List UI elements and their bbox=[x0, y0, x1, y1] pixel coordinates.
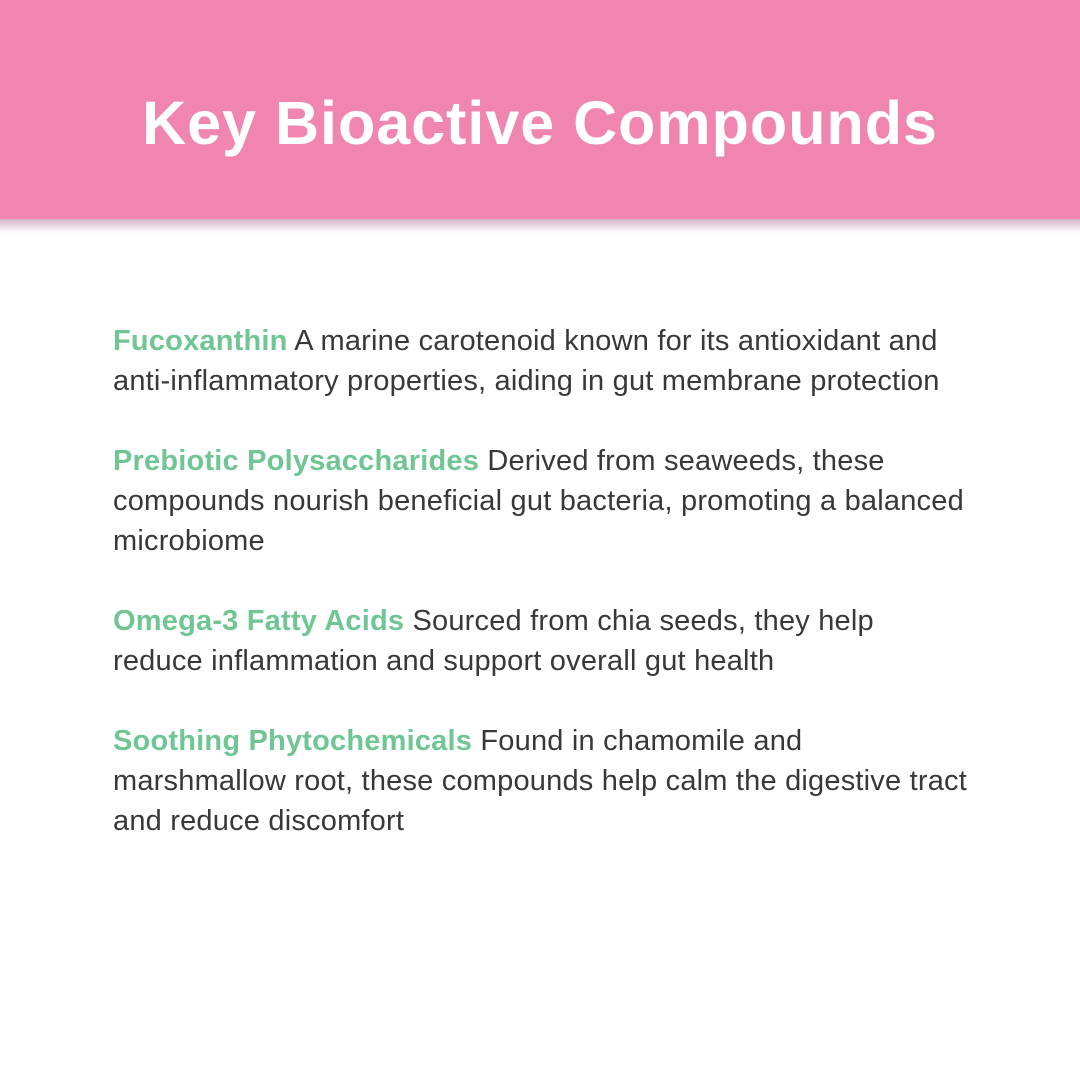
compound-description: Sourced from chia seeds, they help reduce inflammation and support overall gut health bbox=[113, 605, 874, 677]
compound-term: Prebiotic Polysaccharides bbox=[113, 445, 480, 477]
list-item-fucoxanthin bbox=[113, 321, 968, 401]
compound-description: Found in chamomile and marshmallow root, these compounds help calm the digestive tract and reduce discomfort bbox=[113, 725, 967, 837]
list-item-soothing-phytochemicals bbox=[113, 721, 968, 841]
compound-term: Soothing Phytochemicals bbox=[113, 725, 473, 757]
page-title: Key Bioactive Compounds bbox=[142, 88, 938, 157]
compound-description: Derived from seaweeds, these compounds nourish beneficial gut bacteria, promoting a balanced microbiome bbox=[113, 445, 964, 557]
compound-description: A marine carotenoid known for its antioxidant and anti-inflammatory properties, aiding in gut membrane protection bbox=[113, 325, 940, 397]
list-item-omega-3-fatty-acids bbox=[113, 601, 968, 681]
compound-term: Fucoxanthin bbox=[113, 325, 288, 357]
header-banner bbox=[0, 0, 1080, 219]
compound-term: Omega-3 Fatty Acids bbox=[113, 605, 405, 637]
compound-list bbox=[113, 321, 968, 881]
list-item-prebiotic-polysaccharides bbox=[113, 441, 968, 561]
